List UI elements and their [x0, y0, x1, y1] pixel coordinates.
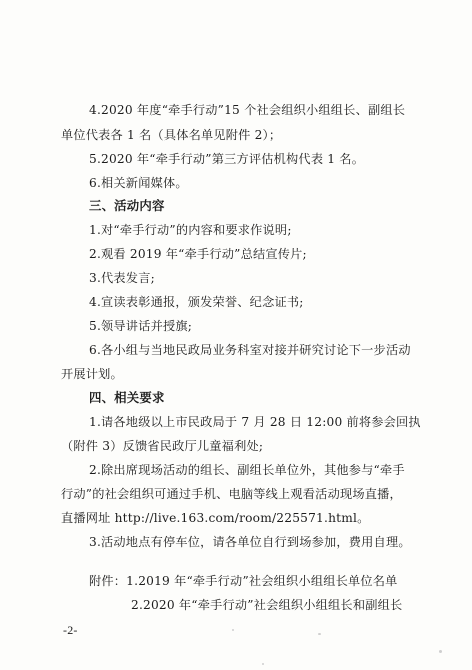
body-line-13: （附件 3）反馈省民政厅儿童福利处;: [61, 439, 264, 453]
body-line-1: 4.2020 年度“牵手行动”15 个社会组织小组组长、副组长: [89, 103, 406, 117]
body-line-2: 单位代表各 1 名（具体名单见附件 2）；: [61, 128, 282, 142]
section-heading-activity-content: 三、活动内容: [89, 198, 165, 213]
body-line-9: 5.领导讲话并授旗;: [89, 319, 193, 333]
body-line-15: 行动”的社会组织可通过手机、电脑等线上观看活动现场直播，: [61, 487, 402, 501]
body-line-7: 3.代表发言;: [89, 271, 155, 285]
body-line-3: 5.2020 年“牵手行动”第三方评估机构代表 1 名。: [89, 152, 365, 166]
page-number: -2-: [63, 623, 78, 637]
body-line-12: 1.请各地级以上市民政局于 7 月 28 日 12:00 前将参会回执: [89, 415, 421, 429]
section-heading-requirements: 四、相关要求: [89, 390, 165, 405]
attachment-line-1: 附件：1.2019 年“牵手行动”社会组织小组组长单位名单: [89, 574, 398, 588]
body-line-4: 6.相关新闻媒体。: [89, 176, 188, 190]
attachment-line-2: 2.2020 年“牵手行动”社会组织小组组长和副组长: [131, 598, 403, 612]
body-line-5: 1.对“牵手行动”的内容和要求作说明;: [89, 223, 292, 237]
scan-speck: [318, 633, 321, 635]
body-line-10: 6.各小组与当地民政局业务科室对接并研究讨论下一步活动: [89, 343, 411, 357]
body-line-6: 2.观看 2019 年“牵手行动”总结宣传片;: [89, 247, 307, 261]
body-line-16: 直播网址 http://live.163.com/room/225571.html。: [61, 511, 370, 525]
body-line-8: 4.宣读表彰通报，颁发荣誉、纪念证书;: [89, 295, 304, 309]
body-line-14: 2.除出席现场活动的组长、副组长单位外，其他参与“牵手: [89, 463, 405, 477]
scan-speck: [232, 629, 234, 631]
body-line-11: 开展计划。: [61, 367, 123, 381]
scan-speck: [262, 663, 264, 665]
body-line-17: 3.活动地点有停车位，请各单位自行到场参加，费用自理。: [89, 535, 411, 549]
scan-speck: [439, 650, 442, 653]
